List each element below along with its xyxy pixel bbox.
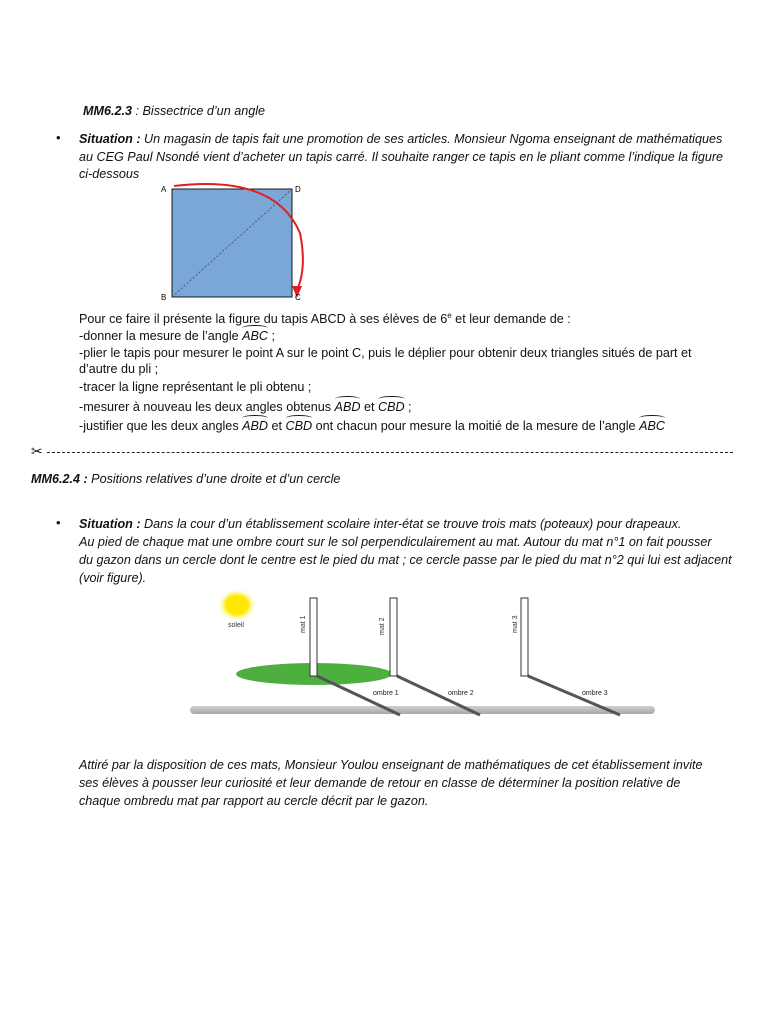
conclusion-line-1: Attiré par la disposition de ces mats, Monsieur Youlou enseignant de mathématiques de cet établissement invite xyxy=(79,758,703,772)
step-5-and: et xyxy=(268,419,286,433)
step-1-text: -donner la mesure de l’angle xyxy=(79,329,243,343)
sun-label: soleil xyxy=(228,622,244,629)
mast-1-label: mat 1 xyxy=(300,615,307,633)
mast-3 xyxy=(521,598,528,676)
step-2-line-2: d’autre du pli ; xyxy=(79,362,159,376)
label-a: A xyxy=(161,185,167,194)
step-4-end: ; xyxy=(404,400,412,414)
mast-1 xyxy=(310,598,317,676)
angle-abc-2: ABC xyxy=(639,415,665,435)
situation-label: Situation : xyxy=(79,132,141,146)
angle-abd-2: ABD xyxy=(242,415,268,435)
conclusion-line-3: chaque ombredu mat par rapport au cercle décrit par le gazon. xyxy=(79,794,429,808)
masts-figure xyxy=(190,585,655,720)
label-b: B xyxy=(161,293,167,302)
section1-sep: : xyxy=(132,104,143,118)
carpet-figure xyxy=(155,178,315,306)
section2-situation-line-2: Au pied de chaque mat une ombre court sur le sol perpendiculairement au mat. Autour du mat n°1 on fait pousser xyxy=(79,535,712,549)
ground xyxy=(190,706,655,714)
step-5-text: -justifier que les deux angles xyxy=(79,419,243,433)
section2-situation-line-4: (voir figure). xyxy=(79,571,147,585)
intro-text: Pour ce faire il présente la figure du tapis ABCD à ses élèves de 6 xyxy=(79,312,448,327)
situation-label-2: Situation : xyxy=(79,517,141,531)
step-1 xyxy=(79,325,275,345)
mast-3-label: mat 3 xyxy=(512,615,519,633)
mast-2-label: mat 2 xyxy=(379,617,386,635)
conclusion-line-2: ses élèves à pousser leur curiosité et leur demande de retour en classe de déterminer la position relative de xyxy=(79,776,681,790)
sun-core xyxy=(228,596,246,614)
angle-abd: ABD xyxy=(335,396,361,416)
section2-heading xyxy=(31,470,340,488)
shadow-1-label: ombre 1 xyxy=(373,690,399,697)
step-4 xyxy=(79,396,412,416)
section1-title: Bissectrice d’un angle xyxy=(142,104,266,118)
shadow-3-label: ombre 3 xyxy=(582,690,608,697)
section2-situation-line-3: du gazon dans un cercle dont le centre est le pied du mat ; ce cercle passe par le pied du mat n°2 qui lui est adjacent xyxy=(79,553,732,567)
scissors-icon: ✂ xyxy=(31,443,43,459)
section1-situation-line-2: au CEG Paul Nsondé vient d’acheter un tapis carré. Il souhaite ranger ce tapis en le pliant comme l’indique la figure xyxy=(79,150,724,164)
intro-end: et leur demande de : xyxy=(451,312,571,327)
step-5 xyxy=(79,415,665,435)
angle-cbd-2: CBD xyxy=(286,415,313,435)
situation-text-2: Dans la cour d’un établissement scolaire inter-état se trouve trois mats (poteaux) pour drapeaux. xyxy=(140,517,682,531)
label-d: D xyxy=(295,185,301,194)
shadow-2-label: ombre 2 xyxy=(448,690,474,697)
step-4-and: et xyxy=(360,400,378,414)
section1-situation-line-3: ci-dessous xyxy=(79,167,140,181)
section2-title: Positions relatives d’une droite et d’un cercle xyxy=(87,472,341,486)
bullet-icon: • xyxy=(56,515,61,530)
step-4-text: -mesurer à nouveau les deux angles obtenus xyxy=(79,400,335,414)
section2-code: MM6.2.4 : xyxy=(31,472,88,486)
bullet-icon: • xyxy=(56,130,61,145)
angle-abc: ABC xyxy=(242,325,268,345)
section1-code: MM6.2.3 xyxy=(83,104,132,118)
situation-text: Un magasin de tapis fait une promotion de ses articles. Monsieur Ngoma enseignant de mathématiques xyxy=(140,132,723,146)
section1-heading xyxy=(83,102,265,120)
section1-situation-line-1 xyxy=(79,130,722,148)
intro-sup: e xyxy=(447,311,452,320)
mast-2 xyxy=(390,598,397,676)
section2-situation-line-1 xyxy=(79,515,681,533)
angle-cbd: CBD xyxy=(378,396,405,416)
step-1-end: ; xyxy=(268,329,276,343)
step-5-mid: ont chacun pour mesure la moitié de la mesure de l’angle xyxy=(312,419,640,433)
step-2-line-1: -plier le tapis pour mesurer le point A sur le point C, puis le déplier pour obtenir deux triangles situés de part et xyxy=(79,346,692,360)
label-c: C xyxy=(295,293,301,302)
step-3: -tracer la ligne représentant le pli obtenu ; xyxy=(79,380,312,394)
cut-line xyxy=(47,452,733,453)
